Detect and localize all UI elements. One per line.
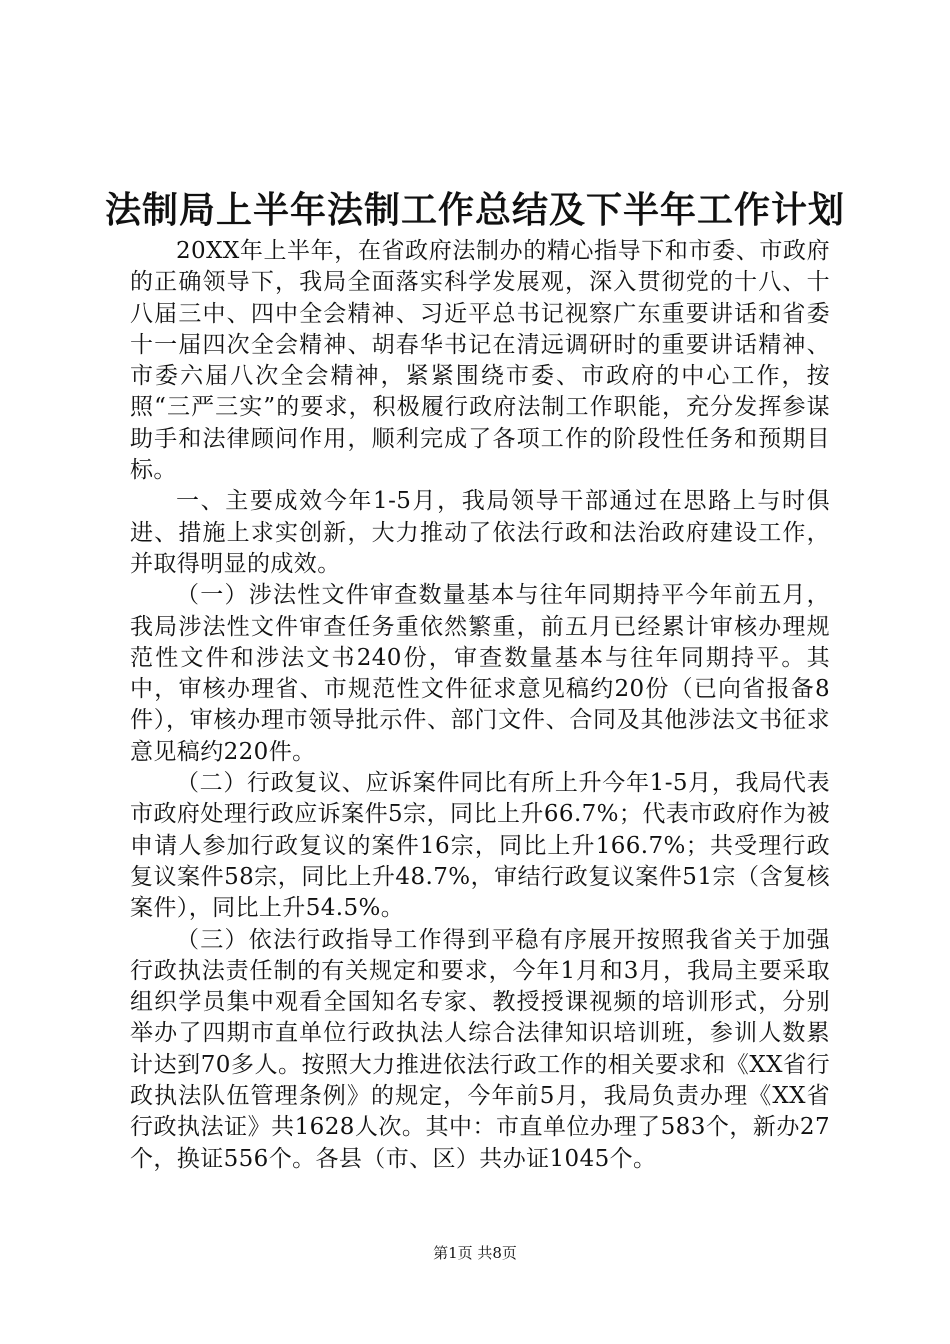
paragraph-document-review: （一）涉法性文件审查数量基本与往年同期持平今年前五月，我局涉法性文件审查任务重依然繁重，前五月已经累计审核办理规范性文件和涉法文书240份，审查数量基本与往年同期持平。其中，审核办理省、市规范性文件征求意见稿约20份（已向省报备8件），审核办理市领导批示件、部门文件、合同及其他涉法文书征求意见稿约220件。 xyxy=(130,582,830,765)
document-body xyxy=(130,236,830,1175)
page-footer: 第1页 共8页 xyxy=(433,1244,517,1262)
paragraph-reconsideration-cases: （二）行政复议、应诉案件同比有所上升今年1-5月，我局代表市政府处理行政应诉案件5宗，同比上升66.7%；代表市政府作为被申请人参加行政复议的案件16宗，同比上升166.7%；共受理行政复议案件58宗，同比上升48.7%，审结行政复议案件51宗（含复核案件），同比上升54.5%。 xyxy=(130,770,830,922)
paragraph-administration-guidance: （三）依法行政指导工作得到平稳有序展开按照我省关于加强行政执法责任制的有关规定和要求，今年1月和3月，我局主要采取组织学员集中观看全国知名专家、教授授课视频的培训形式，分别举办了四期市直单位行政执法人综合法律知识培训班，参训人数累计达到70多人。按照大力推进依法行政工作的相关要求和《XX省行政执法队伍管理条例》的规定，今年前5月，我局负责办理《XX省行政执法证》共1628人次。其中：市直单位办理了583个，新办27个，换证556个。各县（市、区）共办证1045个。 xyxy=(130,926,830,1172)
paragraph-main-results: 一、主要成效今年1-5月，我局领导干部通过在思路上与时俱进、措施上求实创新，大力推动了依法行政和法治政府建设工作，并取得明显的成效。 xyxy=(130,488,830,577)
paragraph-intro: 20XX年上半年，在省政府法制办的精心指导下和市委、市政府的正确领导下，我局全面落实科学发展观，深入贯彻党的十八、十八届三中、四中全会精神、习近平总书记视察广东重要讲话和省委十一届四次全会精神、胡春华书记在清远调研时的重要讲话精神、市委六届八次全会精神，紧紧围绕市委、市政府的中心工作，按照“三严三实”的要求，积极履行政府法制工作职能，充分发挥参谋助手和法律顾问作用，顺利完成了各项工作的阶段性任务和预期目标。 xyxy=(130,238,830,484)
document-title: 法制局上半年法制工作总结及下半年工作计划 xyxy=(104,189,845,231)
